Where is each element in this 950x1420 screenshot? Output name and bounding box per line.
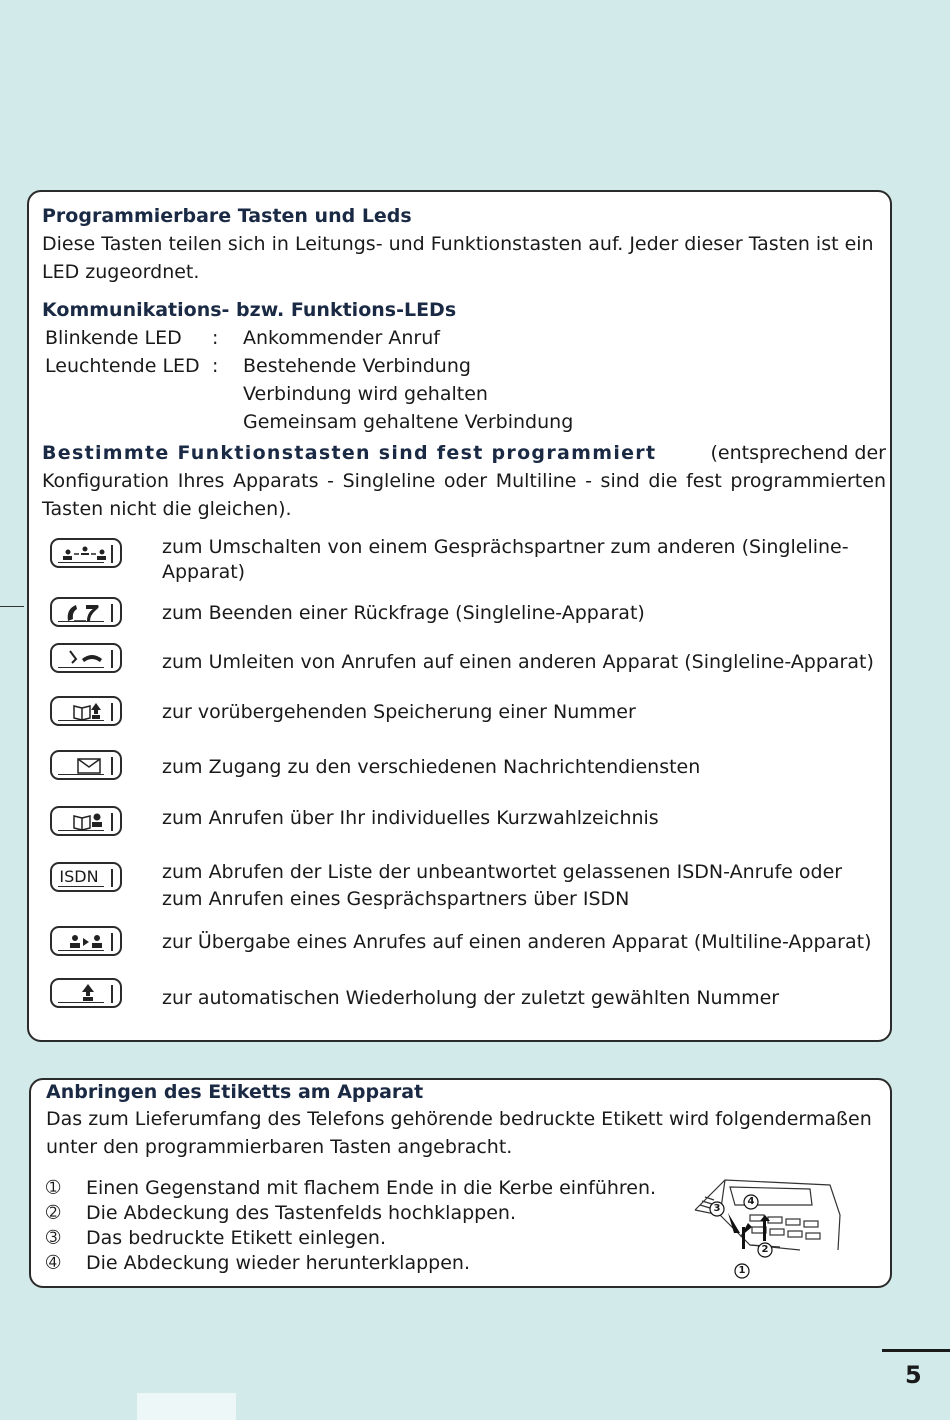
key-description: zum Abrufen der Liste der unbeantwortet gelassenen ISDN-Anrufe oder: [162, 861, 843, 883]
isdn-key-icon: [50, 862, 122, 892]
key-description: zur Übergabe eines Anrufes auf einen anderen Apparat (Multiline-Apparat): [162, 931, 872, 953]
fixed-keys-line3: Tasten nicht die gleichen).: [42, 498, 292, 520]
key-description: zum Umschalten von einem Gesprächspartner zum anderen (Singleline-: [162, 536, 849, 558]
led-value: Bestehende Verbindung: [243, 355, 471, 377]
diagram-callout-3: 3: [713, 1203, 721, 1214]
step-number: ➁: [46, 1203, 61, 1223]
redial-icon: [50, 978, 122, 1008]
led-heading: Kommunikations- bzw. Funktions-LEDs: [42, 299, 457, 321]
diagram-callout-2: 2: [761, 1244, 769, 1255]
step-text: Das bedruckte Etikett einlegen.: [86, 1227, 387, 1249]
divert-call-icon: [50, 643, 122, 673]
key-description: zur vorübergehenden Speicherung einer Nummer: [162, 701, 636, 723]
intro-text-line1: Das zum Lieferumfang des Telefons gehörende bedruckte Etikett wird folgendermaßen: [46, 1108, 872, 1130]
fixed-keys-line1: [42, 441, 886, 465]
key-description: zum Anrufen eines Gesprächspartners über ISDN: [162, 888, 630, 910]
key-description: zur automatischen Wiederholung der zuletzt gewählten Nummer: [162, 987, 780, 1009]
led-value: Verbindung wird gehalten: [243, 383, 488, 405]
diagram-callout-4: 4: [747, 1196, 755, 1207]
end-enquiry-icon: [50, 597, 122, 627]
fixed-keys-line2: Konfiguration Ihres Apparats - Singleline oder Multiline - sind die fest programmierten: [42, 470, 886, 492]
led-label: Blinkende LED: [45, 327, 182, 349]
page-number: 5: [905, 1361, 922, 1389]
margin-tick: [0, 606, 24, 607]
key-description: zum Beenden einer Rückfrage (Singleline-Apparat): [162, 602, 645, 624]
step-number: ➀: [46, 1178, 61, 1198]
intro-text-line2: unter den programmierbaren Tasten angebracht.: [46, 1136, 513, 1158]
section-title: Programmierbare Tasten und Leds: [42, 205, 412, 227]
fixed-keys-rest: (entsprechend der: [710, 442, 886, 464]
key-description: zum Umleiten von Anrufen auf einen anderen Apparat (Singleline-Apparat): [162, 651, 874, 673]
transfer-call-icon: [50, 926, 122, 956]
step-text: Die Abdeckung wieder herunterklappen.: [86, 1252, 470, 1274]
step-text: Einen Gegenstand mit flachem Ende in die Kerbe einführen.: [86, 1177, 657, 1199]
step-number: ➃: [46, 1253, 61, 1273]
intro-text-line1: Diese Tasten teilen sich in Leitungs- und Funktionstasten auf. Jeder dieser Tasten ist ein: [42, 233, 874, 255]
intro-text-line2: LED zugeordnet.: [42, 261, 200, 283]
key-description: zum Anrufen über Ihr individuelles Kurzwahlzeichnis: [162, 807, 659, 829]
section-title: Anbringen des Etiketts am Apparat: [46, 1081, 424, 1103]
switch-parties-icon: [50, 538, 122, 568]
step-text: Die Abdeckung des Tastenfelds hochklappen.: [86, 1202, 516, 1224]
fixed-keys-bold: Bestimmte Funktionstasten sind fest programmiert: [42, 442, 657, 464]
led-value: Gemeinsam gehaltene Verbindung: [243, 411, 574, 433]
led-separator: :: [212, 355, 219, 377]
label-insertion-diagram: [690, 1175, 845, 1285]
key-description: zum Zugang zu den verschiedenen Nachrichtendiensten: [162, 756, 701, 778]
key-description: Apparat): [162, 561, 246, 583]
messages-icon: [50, 750, 122, 780]
isdn-key-label: ISDN: [59, 867, 99, 886]
led-label: Leuchtende LED: [45, 355, 200, 377]
led-separator: :: [212, 327, 219, 349]
page-number-rule: [882, 1349, 950, 1352]
diagram-callout-1: 1: [738, 1265, 746, 1276]
led-value: Ankommender Anruf: [243, 327, 440, 349]
step-number: ➂: [46, 1228, 61, 1248]
store-number-icon: [50, 696, 122, 726]
personal-directory-icon: [50, 806, 122, 836]
footer-strip: [137, 1393, 236, 1420]
